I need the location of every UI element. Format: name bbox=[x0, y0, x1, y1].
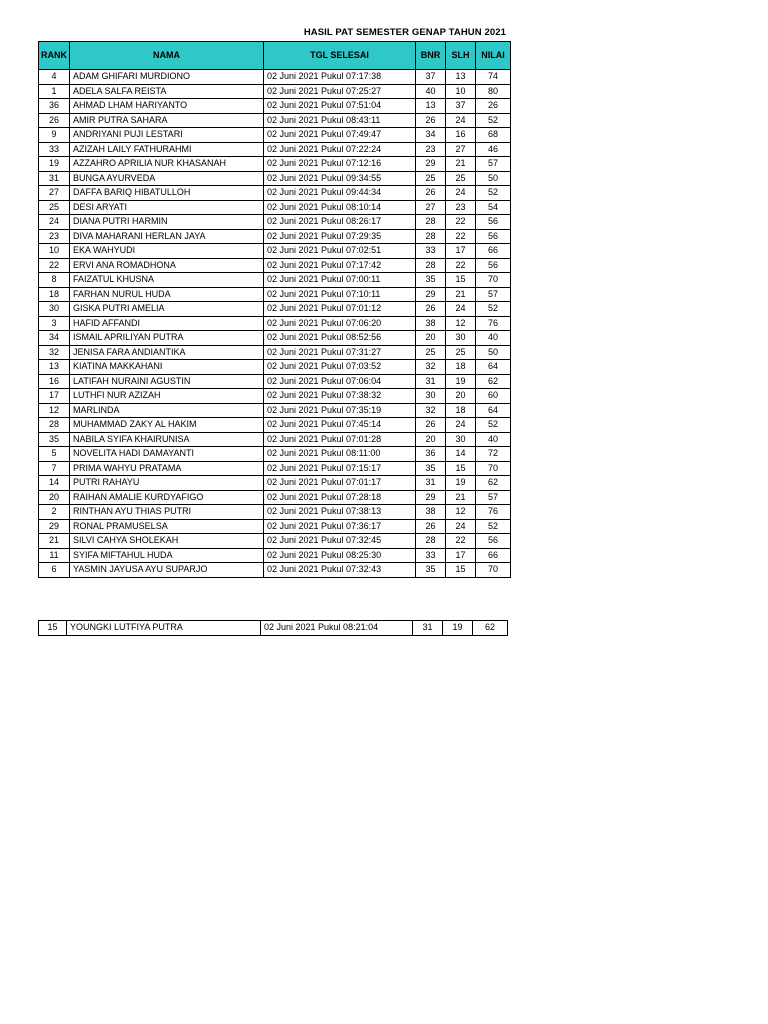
cell-slh: 22 bbox=[446, 258, 476, 273]
cell-nama: FARHAN NURUL HUDA bbox=[70, 287, 264, 302]
cell-bnr: 23 bbox=[416, 142, 446, 157]
header-rank: RANK bbox=[39, 42, 70, 70]
cell-tgl-selesai: 02 Juni 2021 Pukul 07:06:20 bbox=[264, 316, 416, 331]
cell-bnr: 31 bbox=[416, 374, 446, 389]
cell-nama: RAIHAN AMALIE KURDYAFIGO bbox=[70, 490, 264, 505]
cell-tgl-selesai: 02 Juni 2021 Pukul 07:01:28 bbox=[264, 432, 416, 447]
cell-nama: ADAM GHIFARI MURDIONO bbox=[70, 70, 264, 85]
cell-rank: 7 bbox=[39, 461, 70, 476]
cell-rank: 5 bbox=[39, 447, 70, 462]
cell-bnr: 28 bbox=[416, 229, 446, 244]
cell-nama: RINTHAN AYU THIAS PUTRI bbox=[70, 505, 264, 520]
table-row bbox=[39, 229, 511, 244]
cell-tgl-selesai: 02 Juni 2021 Pukul 07:12:16 bbox=[264, 157, 416, 172]
table-row bbox=[39, 389, 511, 404]
cell-nilai: 76 bbox=[476, 316, 511, 331]
results-table bbox=[38, 41, 511, 578]
table-row bbox=[39, 142, 511, 157]
cell-tgl-selesai: 02 Juni 2021 Pukul 07:35:19 bbox=[264, 403, 416, 418]
cell-nilai: 74 bbox=[476, 70, 511, 85]
cell-tgl-selesai: 02 Juni 2021 Pukul 07:25:27 bbox=[264, 84, 416, 99]
cell-slh: 18 bbox=[446, 360, 476, 375]
cell-nama: GISKA PUTRI AMELIA bbox=[70, 302, 264, 317]
cell-nilai: 66 bbox=[476, 548, 511, 563]
cell-bnr: 33 bbox=[416, 548, 446, 563]
cell-tgl-selesai: 02 Juni 2021 Pukul 07:03:52 bbox=[264, 360, 416, 375]
cell-bnr: 33 bbox=[416, 244, 446, 259]
cell-tgl-selesai: 02 Juni 2021 Pukul 07:32:45 bbox=[264, 534, 416, 549]
cell-nama: NOVELITA HADI DAMAYANTI bbox=[70, 447, 264, 462]
cell-nilai: 50 bbox=[476, 345, 511, 360]
header-nama: NAMA bbox=[70, 42, 264, 70]
cell-nama: HAFID AFFANDI bbox=[70, 316, 264, 331]
cell-nilai: 60 bbox=[476, 389, 511, 404]
cell-nama: LUTHFI NUR AZIZAH bbox=[70, 389, 264, 404]
cell-bnr: 32 bbox=[416, 360, 446, 375]
table-row bbox=[39, 490, 511, 505]
cell-nama: PRIMA WAHYU PRATAMA bbox=[70, 461, 264, 476]
cell-slh: 24 bbox=[446, 519, 476, 534]
table-row bbox=[39, 374, 511, 389]
cell-tgl-selesai: 02 Juni 2021 Pukul 08:11:00 bbox=[264, 447, 416, 462]
table-row bbox=[39, 447, 511, 462]
cell-bnr: 29 bbox=[416, 287, 446, 302]
cell-rank: 2 bbox=[39, 505, 70, 520]
header-bnr: BNR bbox=[416, 42, 446, 70]
cell-nilai: 56 bbox=[476, 258, 511, 273]
table-row bbox=[39, 331, 511, 346]
cell-nilai: 52 bbox=[476, 302, 511, 317]
cell-nama: YOUNGKI LUTFIYA PUTRA bbox=[67, 621, 261, 636]
cell-rank: 27 bbox=[39, 186, 70, 201]
cell-nama: DIANA PUTRI HARMIN bbox=[70, 215, 264, 230]
cell-tgl-selesai: 02 Juni 2021 Pukul 09:44:34 bbox=[264, 186, 416, 201]
cell-rank: 31 bbox=[39, 171, 70, 186]
table-row bbox=[39, 258, 511, 273]
cell-nama: JENISA FARA ANDIANTIKA bbox=[70, 345, 264, 360]
table-row bbox=[39, 200, 511, 215]
table-row bbox=[39, 534, 511, 549]
table-row bbox=[39, 548, 511, 563]
cell-slh: 12 bbox=[446, 316, 476, 331]
cell-tgl-selesai: 02 Juni 2021 Pukul 07:51:04 bbox=[264, 99, 416, 114]
cell-nilai: 56 bbox=[476, 534, 511, 549]
cell-bnr: 26 bbox=[416, 302, 446, 317]
cell-nama: DESI ARYATI bbox=[70, 200, 264, 215]
table-row bbox=[39, 563, 511, 578]
cell-bnr: 38 bbox=[416, 316, 446, 331]
cell-slh: 24 bbox=[446, 186, 476, 201]
cell-nilai: 40 bbox=[476, 331, 511, 346]
cell-nama: ERVI ANA ROMADHONA bbox=[70, 258, 264, 273]
cell-nama: ISMAIL APRILIYAN PUTRA bbox=[70, 331, 264, 346]
cell-rank: 11 bbox=[39, 548, 70, 563]
cell-tgl-selesai: 02 Juni 2021 Pukul 07:00:11 bbox=[264, 273, 416, 288]
cell-tgl-selesai: 02 Juni 2021 Pukul 07:10:11 bbox=[264, 287, 416, 302]
cell-nilai: 26 bbox=[476, 99, 511, 114]
cell-nilai: 70 bbox=[476, 273, 511, 288]
cell-nama: AHMAD LHAM HARIYANTO bbox=[70, 99, 264, 114]
cell-slh: 19 bbox=[443, 621, 473, 636]
cell-tgl-selesai: 02 Juni 2021 Pukul 07:22:24 bbox=[264, 142, 416, 157]
cell-tgl-selesai: 02 Juni 2021 Pukul 07:28:18 bbox=[264, 490, 416, 505]
table-row bbox=[39, 345, 511, 360]
cell-rank: 30 bbox=[39, 302, 70, 317]
cell-bnr: 36 bbox=[416, 447, 446, 462]
cell-rank: 34 bbox=[39, 331, 70, 346]
cell-rank: 15 bbox=[39, 621, 67, 636]
cell-rank: 22 bbox=[39, 258, 70, 273]
cell-slh: 24 bbox=[446, 113, 476, 128]
cell-nilai: 57 bbox=[476, 287, 511, 302]
cell-bnr: 29 bbox=[416, 490, 446, 505]
cell-bnr: 40 bbox=[416, 84, 446, 99]
table-row bbox=[39, 215, 511, 230]
cell-tgl-selesai: 02 Juni 2021 Pukul 07:17:42 bbox=[264, 258, 416, 273]
cell-rank: 29 bbox=[39, 519, 70, 534]
cell-nilai: 64 bbox=[476, 403, 511, 418]
cell-rank: 32 bbox=[39, 345, 70, 360]
cell-bnr: 35 bbox=[416, 461, 446, 476]
cell-bnr: 25 bbox=[416, 345, 446, 360]
cell-tgl-selesai: 02 Juni 2021 Pukul 07:06:04 bbox=[264, 374, 416, 389]
cell-bnr: 27 bbox=[416, 200, 446, 215]
cell-slh: 25 bbox=[446, 171, 476, 186]
table-row bbox=[39, 519, 511, 534]
table-row bbox=[39, 403, 511, 418]
cell-bnr: 28 bbox=[416, 534, 446, 549]
cell-tgl-selesai: 02 Juni 2021 Pukul 08:21:04 bbox=[261, 621, 413, 636]
cell-bnr: 38 bbox=[416, 505, 446, 520]
cell-nama: SYIFA MIFTAHUL HUDA bbox=[70, 548, 264, 563]
cell-tgl-selesai: 02 Juni 2021 Pukul 08:10:14 bbox=[264, 200, 416, 215]
table-row bbox=[39, 621, 508, 636]
cell-nilai: 72 bbox=[476, 447, 511, 462]
table-row bbox=[39, 418, 511, 433]
cell-bnr: 20 bbox=[416, 331, 446, 346]
cell-nilai: 66 bbox=[476, 244, 511, 259]
cell-tgl-selesai: 02 Juni 2021 Pukul 07:36:17 bbox=[264, 519, 416, 534]
cell-nilai: 52 bbox=[476, 186, 511, 201]
cell-nama: AZZAHRO APRILIA NUR KHASANAH bbox=[70, 157, 264, 172]
cell-bnr: 26 bbox=[416, 519, 446, 534]
cell-tgl-selesai: 02 Juni 2021 Pukul 07:17:38 bbox=[264, 70, 416, 85]
cell-slh: 16 bbox=[446, 128, 476, 143]
cell-bnr: 26 bbox=[416, 186, 446, 201]
table-row bbox=[39, 432, 511, 447]
cell-tgl-selesai: 02 Juni 2021 Pukul 07:38:32 bbox=[264, 389, 416, 404]
cell-rank: 21 bbox=[39, 534, 70, 549]
cell-rank: 24 bbox=[39, 215, 70, 230]
cell-rank: 4 bbox=[39, 70, 70, 85]
table-row bbox=[39, 316, 511, 331]
cell-rank: 17 bbox=[39, 389, 70, 404]
cell-slh: 25 bbox=[446, 345, 476, 360]
table-row bbox=[39, 244, 511, 259]
cell-nama: LATIFAH NURAINI AGUSTIN bbox=[70, 374, 264, 389]
cell-nilai: 70 bbox=[476, 563, 511, 578]
cell-nilai: 50 bbox=[476, 171, 511, 186]
cell-bnr: 37 bbox=[416, 70, 446, 85]
cell-nama: PUTRI RAHAYU bbox=[70, 476, 264, 491]
header-tgl-selesai: TGL SELESAI bbox=[264, 42, 416, 70]
cell-slh: 30 bbox=[446, 432, 476, 447]
table-row bbox=[39, 113, 511, 128]
cell-rank: 33 bbox=[39, 142, 70, 157]
cell-rank: 6 bbox=[39, 563, 70, 578]
cell-nama: MUHAMMAD ZAKY AL HAKIM bbox=[70, 418, 264, 433]
cell-nilai: 76 bbox=[476, 505, 511, 520]
cell-slh: 21 bbox=[446, 287, 476, 302]
cell-slh: 17 bbox=[446, 548, 476, 563]
cell-tgl-selesai: 02 Juni 2021 Pukul 07:02:51 bbox=[264, 244, 416, 259]
cell-tgl-selesai: 02 Juni 2021 Pukul 08:25:30 bbox=[264, 548, 416, 563]
cell-nama: FAIZATUL KHUSNA bbox=[70, 273, 264, 288]
cell-rank: 18 bbox=[39, 287, 70, 302]
cell-nilai: 70 bbox=[476, 461, 511, 476]
cell-nilai: 46 bbox=[476, 142, 511, 157]
cell-nama: MARLINDA bbox=[70, 403, 264, 418]
cell-nama: KIATINA MAKKAHANI bbox=[70, 360, 264, 375]
cell-slh: 20 bbox=[446, 389, 476, 404]
cell-nilai: 64 bbox=[476, 360, 511, 375]
cell-nilai: 80 bbox=[476, 84, 511, 99]
cell-tgl-selesai: 02 Juni 2021 Pukul 07:32:43 bbox=[264, 563, 416, 578]
cell-bnr: 26 bbox=[416, 418, 446, 433]
cell-nama: NABILA SYIFA KHAIRUNISA bbox=[70, 432, 264, 447]
cell-tgl-selesai: 02 Juni 2021 Pukul 07:01:12 bbox=[264, 302, 416, 317]
cell-slh: 15 bbox=[446, 273, 476, 288]
cell-slh: 12 bbox=[446, 505, 476, 520]
cell-rank: 20 bbox=[39, 490, 70, 505]
table-row bbox=[39, 157, 511, 172]
cell-slh: 24 bbox=[446, 302, 476, 317]
cell-bnr: 31 bbox=[413, 621, 443, 636]
table-row bbox=[39, 461, 511, 476]
cell-slh: 37 bbox=[446, 99, 476, 114]
cell-bnr: 13 bbox=[416, 99, 446, 114]
cell-nilai: 57 bbox=[476, 490, 511, 505]
cell-slh: 15 bbox=[446, 461, 476, 476]
cell-tgl-selesai: 02 Juni 2021 Pukul 09:34:55 bbox=[264, 171, 416, 186]
cell-slh: 24 bbox=[446, 418, 476, 433]
cell-slh: 19 bbox=[446, 374, 476, 389]
cell-bnr: 20 bbox=[416, 432, 446, 447]
table-row bbox=[39, 128, 511, 143]
cell-bnr: 35 bbox=[416, 273, 446, 288]
cell-nilai: 68 bbox=[476, 128, 511, 143]
cell-bnr: 35 bbox=[416, 563, 446, 578]
cell-nilai: 52 bbox=[476, 519, 511, 534]
cell-nama: BUNGA AYURVEDA bbox=[70, 171, 264, 186]
cell-nilai: 52 bbox=[476, 418, 511, 433]
cell-slh: 30 bbox=[446, 331, 476, 346]
cell-bnr: 34 bbox=[416, 128, 446, 143]
cell-nilai: 54 bbox=[476, 200, 511, 215]
cell-nama: AZIZAH LAILY FATHURAHMI bbox=[70, 142, 264, 157]
table-row bbox=[39, 186, 511, 201]
cell-tgl-selesai: 02 Juni 2021 Pukul 08:52:56 bbox=[264, 331, 416, 346]
cell-bnr: 30 bbox=[416, 389, 446, 404]
table-row bbox=[39, 476, 511, 491]
cell-rank: 36 bbox=[39, 99, 70, 114]
cell-rank: 14 bbox=[39, 476, 70, 491]
header-slh: SLH bbox=[446, 42, 476, 70]
table-row bbox=[39, 360, 511, 375]
cell-rank: 12 bbox=[39, 403, 70, 418]
cell-tgl-selesai: 02 Juni 2021 Pukul 07:31:27 bbox=[264, 345, 416, 360]
cell-nilai: 62 bbox=[473, 621, 508, 636]
cell-nilai: 57 bbox=[476, 157, 511, 172]
cell-slh: 23 bbox=[446, 200, 476, 215]
cell-tgl-selesai: 02 Juni 2021 Pukul 07:38:13 bbox=[264, 505, 416, 520]
cell-tgl-selesai: 02 Juni 2021 Pukul 08:43:11 bbox=[264, 113, 416, 128]
cell-slh: 13 bbox=[446, 70, 476, 85]
cell-slh: 15 bbox=[446, 563, 476, 578]
report-title: HASIL PAT SEMESTER GENAP TAHUN 2021 bbox=[303, 27, 506, 38]
cell-bnr: 29 bbox=[416, 157, 446, 172]
cell-nilai: 62 bbox=[476, 476, 511, 491]
cell-nama: DIVA MAHARANI HERLAN JAYA bbox=[70, 229, 264, 244]
cell-rank: 23 bbox=[39, 229, 70, 244]
cell-rank: 3 bbox=[39, 316, 70, 331]
cell-tgl-selesai: 02 Juni 2021 Pukul 08:26:17 bbox=[264, 215, 416, 230]
cell-rank: 26 bbox=[39, 113, 70, 128]
table-row bbox=[39, 287, 511, 302]
cell-rank: 19 bbox=[39, 157, 70, 172]
cell-bnr: 31 bbox=[416, 476, 446, 491]
cell-nilai: 40 bbox=[476, 432, 511, 447]
table-row bbox=[39, 84, 511, 99]
cell-nama: AMIR PUTRA SAHARA bbox=[70, 113, 264, 128]
cell-tgl-selesai: 02 Juni 2021 Pukul 07:45:14 bbox=[264, 418, 416, 433]
table-header-row bbox=[39, 42, 511, 70]
cell-nilai: 52 bbox=[476, 113, 511, 128]
cell-nilai: 62 bbox=[476, 374, 511, 389]
cell-bnr: 32 bbox=[416, 403, 446, 418]
cell-nilai: 56 bbox=[476, 229, 511, 244]
header-nilai: NILAI bbox=[476, 42, 511, 70]
cell-rank: 8 bbox=[39, 273, 70, 288]
cell-slh: 21 bbox=[446, 490, 476, 505]
cell-slh: 27 bbox=[446, 142, 476, 157]
cell-rank: 9 bbox=[39, 128, 70, 143]
table-row bbox=[39, 273, 511, 288]
cell-bnr: 26 bbox=[416, 113, 446, 128]
cell-slh: 10 bbox=[446, 84, 476, 99]
cell-rank: 10 bbox=[39, 244, 70, 259]
table-row bbox=[39, 505, 511, 520]
cell-nama: RONAL PRAMUSELSA bbox=[70, 519, 264, 534]
table-row bbox=[39, 171, 511, 186]
cell-slh: 22 bbox=[446, 215, 476, 230]
cell-slh: 21 bbox=[446, 157, 476, 172]
cell-slh: 19 bbox=[446, 476, 476, 491]
cell-rank: 25 bbox=[39, 200, 70, 215]
cell-nama: ADELA SALFA REISTA bbox=[70, 84, 264, 99]
cell-nama: ANDRIYANI PUJI LESTARI bbox=[70, 128, 264, 143]
cell-bnr: 28 bbox=[416, 215, 446, 230]
cell-slh: 18 bbox=[446, 403, 476, 418]
cell-nilai: 56 bbox=[476, 215, 511, 230]
cell-rank: 28 bbox=[39, 418, 70, 433]
cell-tgl-selesai: 02 Juni 2021 Pukul 07:29:35 bbox=[264, 229, 416, 244]
cell-slh: 14 bbox=[446, 447, 476, 462]
cell-tgl-selesai: 02 Juni 2021 Pukul 07:01:17 bbox=[264, 476, 416, 491]
extra-results-table bbox=[38, 620, 508, 636]
cell-tgl-selesai: 02 Juni 2021 Pukul 07:15:17 bbox=[264, 461, 416, 476]
table-row bbox=[39, 99, 511, 114]
cell-nama: DAFFA BARIQ HIBATULLOH bbox=[70, 186, 264, 201]
cell-slh: 22 bbox=[446, 534, 476, 549]
table-row bbox=[39, 302, 511, 317]
cell-rank: 1 bbox=[39, 84, 70, 99]
cell-tgl-selesai: 02 Juni 2021 Pukul 07:49:47 bbox=[264, 128, 416, 143]
cell-nama: SILVI CAHYA SHOLEKAH bbox=[70, 534, 264, 549]
cell-nama: YASMIN JAYUSA AYU SUPARJO bbox=[70, 563, 264, 578]
cell-slh: 17 bbox=[446, 244, 476, 259]
cell-rank: 16 bbox=[39, 374, 70, 389]
cell-bnr: 25 bbox=[416, 171, 446, 186]
cell-bnr: 28 bbox=[416, 258, 446, 273]
cell-rank: 35 bbox=[39, 432, 70, 447]
cell-rank: 13 bbox=[39, 360, 70, 375]
table-row bbox=[39, 70, 511, 85]
cell-slh: 22 bbox=[446, 229, 476, 244]
cell-nama: EKA WAHYUDI bbox=[70, 244, 264, 259]
